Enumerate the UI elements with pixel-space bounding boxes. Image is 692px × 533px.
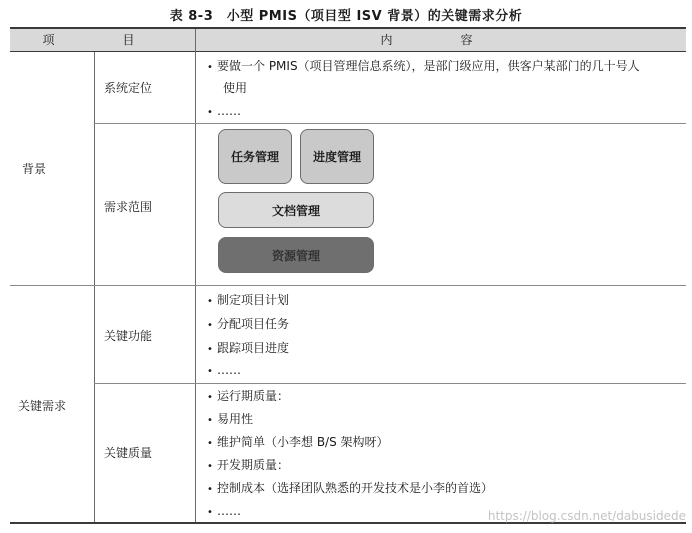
module-task-management: 任务管理 — [218, 129, 292, 184]
bullet-text: 易用性 — [217, 412, 254, 426]
bullet-text: 跟踪项目进度 — [217, 341, 290, 355]
bullet-text: 控制成本（选择团队熟悉的开发技术是小李的首选） — [217, 481, 494, 495]
bullet-icon: • — [207, 484, 213, 495]
bullet-text-continuation: 使用 — [223, 81, 248, 95]
table-caption: 表 8-3 小型 PMIS（项目型 ISV 背景）的关键需求分析 — [169, 9, 523, 24]
quality-bullet-3 — [207, 434, 389, 452]
positioning-bullet-1-cont — [223, 80, 247, 96]
bullet-text: …… — [217, 104, 241, 118]
row-rule-positioning — [94, 123, 686, 124]
section-background-label: 背景 — [22, 162, 47, 176]
bullet-text: …… — [217, 363, 241, 377]
bullet-icon: • — [207, 438, 213, 449]
positioning-bullet-2 — [207, 103, 241, 121]
functions-bullet-1 — [207, 292, 289, 310]
positioning-bullet-1 — [207, 58, 640, 76]
functions-bullet-4 — [207, 362, 241, 380]
bullet-icon: • — [207, 320, 213, 331]
header-rule — [10, 51, 686, 52]
module-document-management: 文档管理 — [218, 192, 374, 228]
row-label-quality: 关键质量 — [104, 446, 153, 460]
row-label-positioning: 系统定位 — [104, 81, 153, 95]
module-progress-management: 进度管理 — [300, 129, 374, 184]
bullet-text: 分配项目任务 — [217, 317, 290, 331]
quality-bullet-5 — [207, 480, 493, 498]
module-resource-management: 资源管理 — [218, 237, 374, 273]
quality-bullet-6 — [207, 503, 241, 521]
bullet-icon: • — [207, 461, 213, 472]
bullet-icon: • — [207, 507, 213, 518]
section-key-requirements-label: 关键需求 — [18, 399, 67, 413]
functions-bullet-2 — [207, 316, 289, 334]
watermark-url: https://blog.csdn.net/dabusidede — [487, 509, 686, 523]
bullet-icon: • — [207, 107, 213, 118]
section-rule — [10, 285, 686, 286]
quality-bullet-2 — [207, 411, 253, 429]
row-label-scope: 需求范围 — [104, 200, 153, 214]
quality-bullet-4 — [207, 457, 289, 475]
table-header — [10, 29, 686, 51]
functions-bullet-3 — [207, 340, 289, 358]
bullet-text: …… — [217, 504, 241, 518]
bullet-icon: • — [207, 415, 213, 426]
row-rule-functions — [94, 383, 686, 384]
row-label-functions: 关键功能 — [104, 329, 153, 343]
bullet-text: 制定项目计划 — [217, 293, 290, 307]
bullet-text: 开发期质量： — [217, 458, 290, 472]
bullet-icon: • — [207, 366, 213, 377]
bullet-text: 运行期质量： — [217, 389, 290, 403]
bullet-text: 维护简单（小李想 B/S 架构呀） — [217, 435, 389, 449]
col-divider-2 — [195, 29, 196, 523]
bullet-icon: • — [207, 344, 213, 355]
bullet-icon: • — [207, 296, 213, 307]
header-item: 项 目 — [42, 33, 163, 47]
bullet-text: 要做一个 PMIS（项目管理信息系统），是部门级应用，供客户某部门的几十号人 — [217, 59, 640, 73]
bullet-icon: • — [207, 62, 213, 73]
quality-bullet-1 — [207, 388, 289, 406]
header-content: 内 容 — [380, 33, 501, 47]
bullet-icon: • — [207, 392, 213, 403]
